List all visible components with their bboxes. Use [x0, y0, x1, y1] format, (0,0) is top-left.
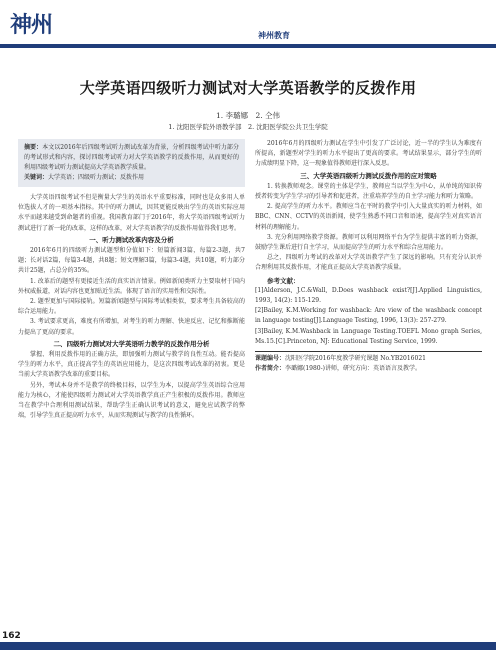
abstract-text: 本文以2016年后四级考试听力测试改革为背景，分析四级考试中听力部分的考试形式和内容，探讨四级考试听力对大学英语教学的反拨作用，从而更好的利用四级考试听力测试提高大学英语教学质量。	[24, 144, 239, 171]
paragraph: 2. 题型更加与国际接轨。短篇新闻题型与国际考试相类似，要求考生具备较高的综合运用能力。	[18, 298, 245, 316]
reference-item: [1]Alderson, J.C.&Wall, D.Does washback exist?[J].Applied Linguistics, 1993, 14(2): 115-129.	[255, 286, 482, 305]
author-bio-label: 作者简介：	[255, 365, 286, 373]
reference-item: [2]Bailey, K.M.Working for washback: Are view of the washback concept in language testing[J].Language Testing, 1996, 13(3): 257-279.	[255, 307, 482, 325]
paragraph: 1. 转换教师观念。课堂的主体是学生，教师应当以学生为中心，从单纯的知识传授者转变为学生学习的引导者和促进者，注重培养学生的自主学习能力和听力策略。	[255, 182, 482, 201]
references-heading: 参考文献：	[267, 276, 300, 285]
funding-note	[255, 351, 482, 374]
keywords-label: 关键词：	[24, 174, 49, 181]
fund-text: 沈阳医学院2016年度教学研究课题 No.YB2016021	[285, 355, 426, 363]
header-divider	[0, 44, 496, 48]
page-number: 162	[2, 631, 21, 641]
paragraph: 另外，考试本身并不是教学的终极目标，以学生为本，以提高学生英语综合应用能力为核心，才能使四级听力测试对大学英语教学真正产生积极的反拨作用。教师应当在教学中合理利用测试结果，帮助学生正确认识考试的意义，避免应试教学的弊端，引导学生真正提高听力水平，从而实现测试与教学的良性循环。	[18, 381, 245, 420]
article-authors: 1. 李璐娜 2. 仝伟	[215, 111, 281, 120]
paragraph: 2016年6月的四级听力测试题型和分值如下：短篇新闻3篇，每篇2-3题，共7题；长对话2篇，每篇3-4题，共8题；短文理解3篇，每篇3-4题，共10题，听力部分共计25题，占总分的35%。	[18, 247, 245, 275]
paragraph: 1. 改革后的题型有更接近生活的真实语言情景。例如新闻类听力主要取材于国内外权威报道，对话内容也更加贴近生活。体现了语言的实用性和交际性。	[18, 277, 245, 295]
journal-header	[0, 0, 496, 44]
article-affiliations: 1. 沈阳医学院外语教学部 2. 沈阳医学院公共卫生学院	[168, 123, 328, 131]
paragraph: 3. 充分利用网络教学资源。教师可以利用网络平台为学生提供丰富的听力资源，鼓励学生课后进行自主学习，从而提高学生的听力水平和综合应用能力。	[255, 233, 482, 252]
paragraph: 掌握、利用反拨作用的正确方法，即加强听力测试与教学的良性互动。能否提高学生的听力水平，真正提高学生的英语应用能力，是这次四级考试改革的初衷。更是当前大学英语教学改革的重要目标。	[18, 351, 245, 379]
abstract-label: 摘要：	[24, 144, 43, 151]
footer-bar	[0, 642, 496, 650]
column-name: 神州教育	[258, 31, 290, 40]
left-column	[18, 139, 245, 421]
author-bio-text: 李璐娜(1980-)讲师，研究方向：英语语言及教学。	[285, 365, 421, 373]
section-heading: 二、四级听力测试对大学英语听力教学的反拨作用分析	[53, 339, 210, 348]
right-column	[255, 139, 482, 374]
paragraph: 2. 提高学生的听力水平。教师应当在平时的教学中引入大量真实的听力材料，如BBC、CNN、CCTV的英语新闻，使学生熟悉不同口音和语速，提高学生对真实语言材料的理解能力。	[255, 203, 482, 231]
section-heading: 三、大学英语四级听力测试反拨作用的应对策略	[300, 171, 437, 180]
abstract-box	[18, 139, 245, 187]
paragraph: 大学英语四级考试不但是衡量大学生的英语水平重要标准，同时也是众多用人单位选拔人才的一项基本指标。其中的听力测试，因其更能反映出学生的英语实际应用水平而越来越受到命题者的重视。我国教育部门于2016年，将大学英语四级考试听力测试进行了新一轮的改革，这样的改革，对大学英语教学的反拨作用值得我们思考。	[18, 194, 245, 232]
article-title: 大学英语四级听力测试对大学英语教学的反拨作用	[79, 79, 417, 97]
journal-logo: 神州	[10, 12, 53, 38]
paragraph: 3. 考试要求更高，难度有所增加，对考生的听力理解、快速反应、记忆和推断能力提出了更高的要求。	[18, 318, 245, 336]
reference-item: [3]Bailey, K.M.Washback in Language Testing.TOEFL Mono graph Series, Ms.15.[C].Princeton, NJ: Educational Testing Service, 1999.	[255, 327, 482, 345]
section-heading: 一、听力测试改革内容及分析	[89, 235, 174, 244]
paragraph: 总之，四级听力考试的改革对大学英语教学产生了深远的影响。只有充分认识并合理利用其反拨作用，才能真正提高大学英语教学质量。	[255, 254, 482, 272]
paragraph: 2016年6月的四级听力测试在学生中引发了广泛讨论，近一半的学生认为难度有所提高，新题型对学生的听力水平提出了更高的要求。考试结果显示，部分学生的听力成绩明显下降，这一现象值得教师进行深入反思。	[255, 140, 482, 168]
keywords-text: 大学英语；四级听力测试；反拨作用	[48, 174, 145, 181]
fund-label: 课题编号：	[255, 355, 286, 363]
